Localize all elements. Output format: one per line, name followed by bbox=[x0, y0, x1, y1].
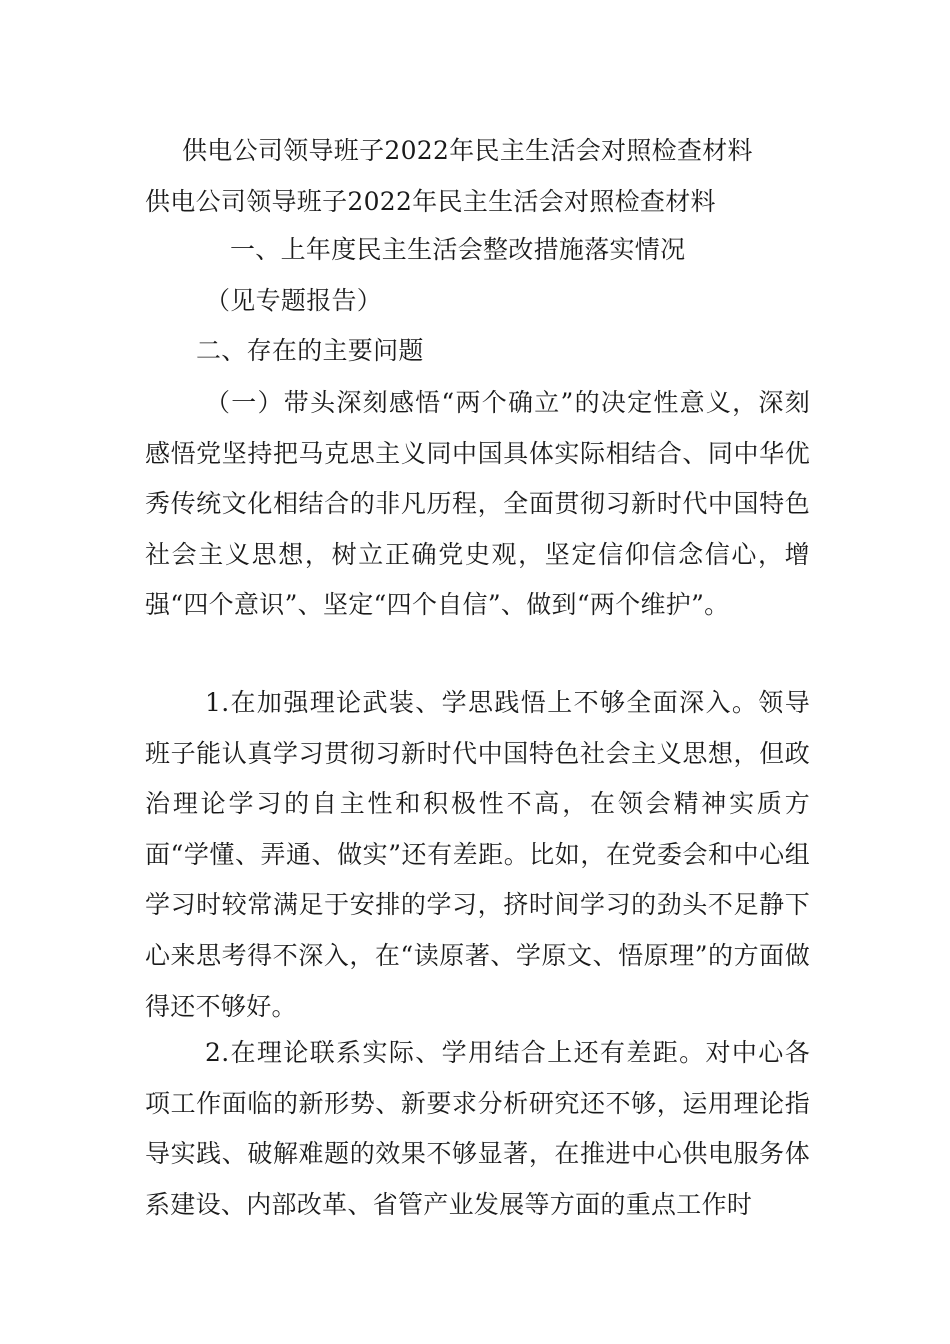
document-title-line-2: 供电公司领导班子2022年民主生活会对照检查材料 bbox=[145, 187, 716, 216]
document-title-line-1: 供电公司领导班子2022年民主生活会对照检查材料 bbox=[182, 136, 753, 165]
paragraph-2: 1.在加强理论武装、学思践悟上不够全面深入。领导班子能认真学习贯彻习新时代中国特色社会主义思想，但政治理论学习的自主性和积极性不高，在领会精神实质方面“学懂、弄通、做实”还有差距。比如，在党委会和中心组学习时较常满足于安排的学习，挤时间学习的劲头不足静下心来思考得不深入，在“读原著、学原文、悟原理”的方面做得还不够好。 bbox=[145, 688, 810, 1021]
section-1-heading: 一、上年度民主生活会整改措施落实情况 bbox=[230, 235, 686, 264]
section-1-note: （见专题报告） bbox=[205, 286, 383, 315]
paragraph-3: 2.在理论联系实际、学用结合上还有差距。对中心各项工作面临的新形势、新要求分析研究还不够，运用理论指导实践、破解难题的效果不够显著，在推进中心供电服务体系建设、内部改革、省管产业发展等方面的重点工作时 bbox=[145, 1038, 810, 1219]
paragraph-1: （一）带头深刻感悟“两个确立”的决定性意义，深刻感悟党坚持把马克思主义同中国具体实际相结合、同中华优秀传统文化相结合的非凡历程，全面贯彻习新时代中国特色社会主义思想，树立正确党史观，坚定信仰信念信心，增强“四个意识”、坚定“四个自信”、做到“两个维护”。 bbox=[145, 388, 810, 620]
section-2-heading: 二、存在的主要问题 bbox=[196, 336, 424, 365]
